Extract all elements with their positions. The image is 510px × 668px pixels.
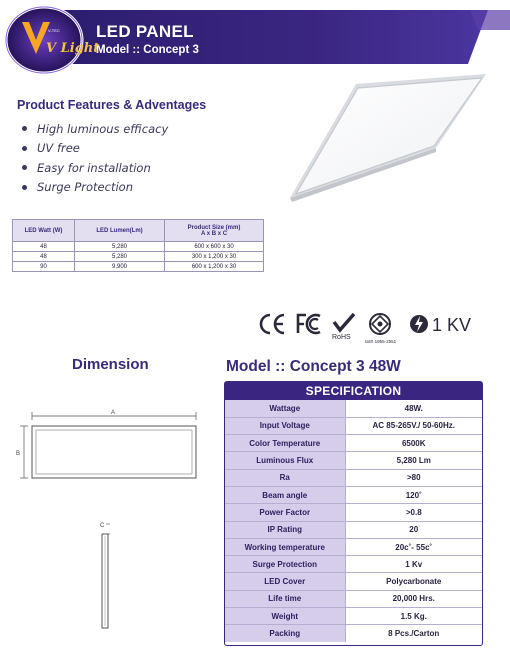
table-row: Wattage 48W. (225, 400, 482, 417)
table-row: Ra >80 (225, 469, 482, 486)
table-row: IP Rating 20 (225, 521, 482, 538)
fcc-mark-icon (296, 312, 324, 336)
ce-mark-icon (258, 312, 286, 336)
table-row: 48 5,280 300 x 1,200 x 30 (13, 252, 264, 262)
brand-logo-text: V Light (46, 41, 100, 56)
page-title: LED PANEL (96, 22, 194, 41)
features-list (22, 119, 168, 197)
model-subtitle: Model :: Concept 3 (96, 44, 199, 56)
brand-tagline: V-TEC (48, 28, 60, 33)
table-header-row (13, 220, 264, 242)
bullet-icon (22, 126, 27, 131)
certification-marks (258, 312, 478, 346)
table-row: Working temperature 20c˚- 55c˚ (225, 538, 482, 555)
feature-item: High luminous efficacy (22, 119, 168, 139)
spec-header: SPECIFICATION (225, 382, 482, 400)
table-row: Color Temperature 6500K (225, 435, 482, 452)
col-header-size: Product Size (mm) A x B x C (165, 220, 264, 242)
brand-logo (2, 2, 100, 76)
spec-model-title: Model :: Concept 3 48W (226, 358, 401, 375)
bullet-icon (22, 146, 27, 151)
col-header-lumen: LED Lumen(Lm) (75, 220, 165, 242)
features-heading: Product Features & Adventages (17, 98, 207, 112)
svg-text:1 KV: 1 KV (432, 315, 472, 335)
table-row: Luminous Flux 5,280 Lm (225, 452, 482, 469)
feature-item: UV free (22, 139, 168, 159)
spec-rows (225, 400, 482, 642)
dim-label-b: B (16, 451, 21, 457)
table-row: Life time 20,000 Hrs. (225, 590, 482, 607)
dim-label-a: A (111, 410, 116, 416)
feature-item: Surge Protection (22, 178, 168, 198)
dimension-drawing (14, 408, 204, 630)
table-row: LED Cover Polycarbonate (225, 573, 482, 590)
table-row: Power Factor >0.8 (225, 504, 482, 521)
dimension-heading: Dimension (72, 356, 149, 373)
table-row: 90 9,900 600 x 1,200 x 30 (13, 262, 264, 272)
table-row: Packing 8 Pcs./Carton (225, 625, 482, 642)
table-row: Surge Protection 1 Kv (225, 556, 482, 573)
surge-rating-text (430, 312, 478, 336)
dim-label-c: C (100, 523, 105, 529)
col-header-watt: LED Watt (W) (13, 220, 75, 242)
led-panel-image (286, 70, 490, 216)
table-row: Input Voltage AC 85-265V./ 50-60Hz. (225, 417, 482, 434)
table-row: Beam angle 120˚ (225, 486, 482, 503)
specification-table (224, 381, 483, 646)
product-size-table (12, 219, 264, 272)
bullet-icon (22, 165, 27, 170)
svg-text:RoHS: RoHS (332, 334, 351, 341)
table-row: Weight 1.5 Kg. (225, 608, 482, 625)
bullet-icon (22, 185, 27, 190)
svg-text:มอก.1955-2551: มอก.1955-2551 (365, 339, 397, 344)
table-row: 48 5,280 600 x 600 x 30 (13, 242, 264, 252)
rohs-mark-icon (330, 312, 358, 342)
feature-item: Easy for installation (22, 158, 168, 178)
tis-mark-icon (364, 312, 400, 346)
surge-mark-icon (408, 312, 430, 336)
